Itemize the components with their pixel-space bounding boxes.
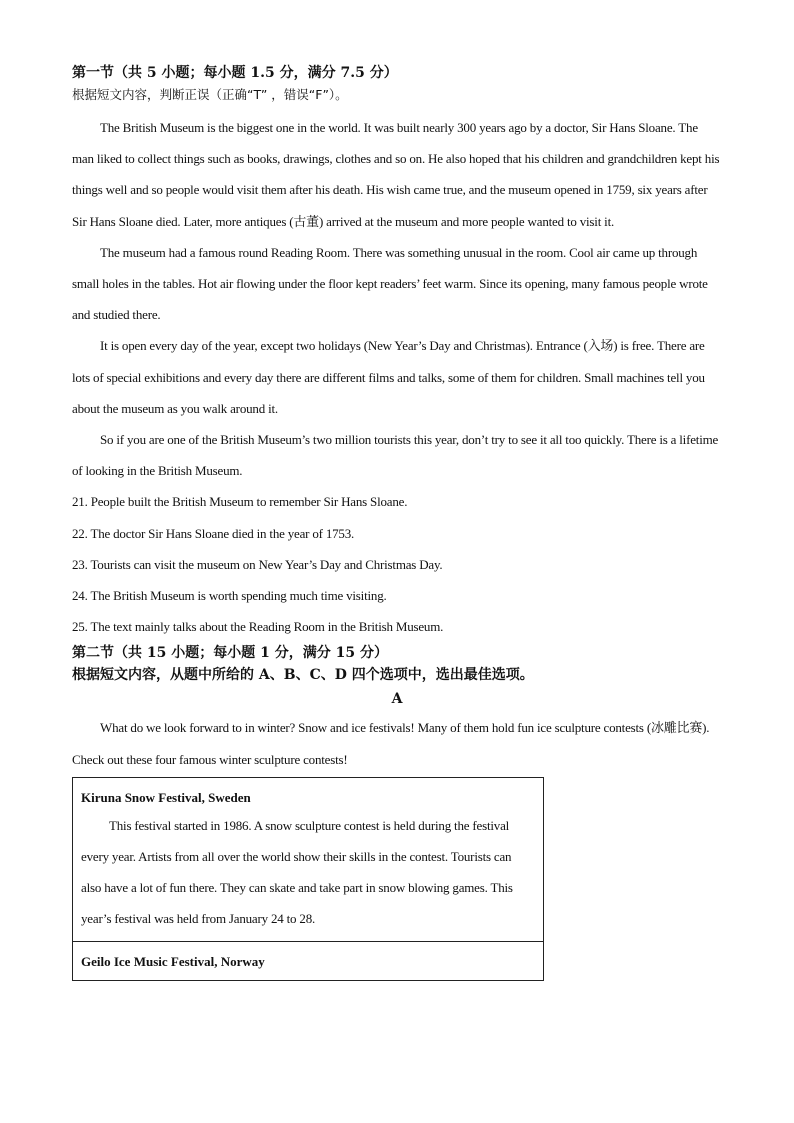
question-23: 23. Tourists can visit the museum on New Year’s Day and Christmas Day. bbox=[72, 556, 443, 572]
passage-paragraph-3: It is open every day of the year, except two holidays (New Year’s Day and Christmas). Entrance (入场) is free. There are lots of special exhibitions and every day there are different films and talks, some of them for children. Small machines tell you about the museum as you walk around it. bbox=[72, 338, 705, 416]
question-22: 22. The doctor Sir Hans Sloane died in the year of 1753. bbox=[72, 525, 355, 541]
passage-label: A bbox=[391, 691, 403, 708]
festival-cell-geilo bbox=[73, 941, 543, 980]
passage-paragraph-1: The British Museum is the biggest one in the world. It was built nearly 300 years ago by a doctor, Sir Hans Sloane. The man liked to collect things such as books, drawings, clothes and so on. He also hoped that his children and grandchildren kept his things well and so people would visit them after his death. His wish came true, and the museum opened in 1759, six years after Sir Hans Sloane died. Later, more antiques (古董) arrived at the museum and more people wanted to visit it. bbox=[72, 120, 720, 229]
section1-heading: 第一节（共 5 小题；每小题 1.5 分，满分 7.5 分） bbox=[72, 65, 398, 81]
section2-heading: 第二节（共 15 小题；每小题 1 分，满分 15 分） bbox=[72, 645, 388, 662]
festival-title: Geilo Ice Music Festival, Norway bbox=[81, 953, 265, 969]
section2-instruction: 根据短文内容，从题中所给的 A、B、C、D 四个选项中，选出最佳选项。 bbox=[72, 667, 534, 684]
section1-instruction: 根据短文内容，判断正误（正确“T” ，错误“F”）。 bbox=[72, 87, 348, 102]
question-25: 25. The text mainly talks about the Reading Room in the British Museum. bbox=[72, 619, 444, 635]
festival-cell-kiruna bbox=[73, 778, 543, 941]
passage-paragraph-2: The museum had a famous round Reading Room. There was something unusual in the room. Cool air came up through small holes in the tables. Hot air flowing under the floor kept readers’ feet warm. Since its opening, many famous people wrote and studied there. bbox=[72, 244, 708, 323]
festival-table bbox=[72, 777, 544, 981]
festival-title: Kiruna Snow Festival, Sweden bbox=[81, 789, 251, 805]
question-list bbox=[72, 486, 722, 642]
question-24: 24. The British Museum is worth spending much time visiting. bbox=[72, 588, 387, 604]
passage-paragraph-4: So if you are one of the British Museum’s two million tourists this year, don’t try to see it all too quickly. There is a lifetime of looking in the British Museum. bbox=[72, 432, 719, 479]
passage-intro: What do we look forward to in winter? Snow and ice festivals! Many of them hold fun ice sculpture contests (冰雕比赛). Check out these four famous winter sculpture contests! bbox=[72, 720, 710, 767]
festival-description: This festival started in 1986. A snow sculpture contest is held during the festival every year. Artists from all over the world show their skills in the contest. Tourists can also have a lot of fun there. They can skate and take part in snow blowing games. This year’s festival was held from January 24 to 28. bbox=[81, 817, 513, 927]
page-content bbox=[72, 62, 722, 981]
question-21: 21. People built the British Museum to remember Sir Hans Sloane. bbox=[72, 494, 408, 510]
